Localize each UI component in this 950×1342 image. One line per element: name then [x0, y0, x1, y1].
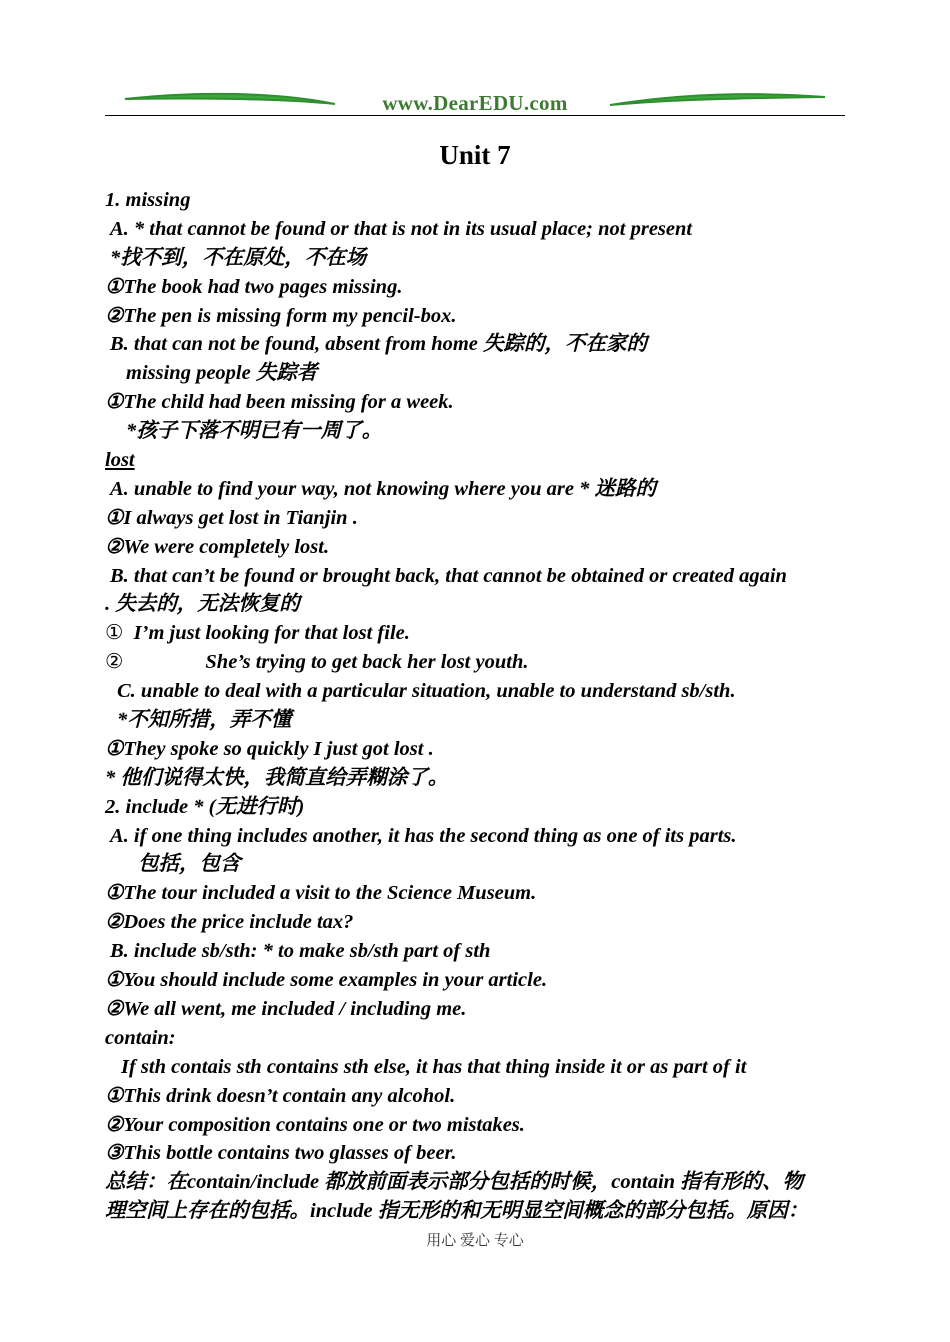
text-line: ②We were completely lost. [105, 535, 330, 558]
text-line: *孩子下落不明已有一周了。 [126, 420, 383, 443]
text-line: A. * that cannot be found or that is not in its usual place; not present [110, 217, 693, 240]
text-line: ③This bottle contains two glasses of beer. [105, 1142, 457, 1165]
header-rule [105, 115, 845, 116]
text-line: * 他们说得太快，我简直给弄糊涂了。 [105, 766, 449, 789]
text-line: . 失去的，无法恢复的 [105, 593, 300, 616]
text-line: If sth contais sth contains sth else, it has that thing inside it or as part of it [121, 1055, 747, 1078]
text-line: 2. include * (无进行时) [105, 795, 305, 818]
text-line: ②Does the price include tax? [105, 911, 354, 934]
text-line: C. unable to deal with a particular situation, unable to understand sb/sth. [117, 680, 736, 703]
text-line: 1. missing [105, 189, 191, 211]
text-line [105, 648, 850, 677]
text-line: 总结：在contain/include 都放前面表示部分包括的时候，contain 指有形的、物 [105, 1171, 804, 1194]
text-line-content: I’m just looking for that lost file. [133, 622, 410, 645]
text-line: 包括，包含 [138, 853, 241, 876]
page-title: Unit 7 [439, 140, 511, 170]
text-line: ①The child had been missing for a week. [105, 391, 454, 414]
list-number: ② [105, 651, 124, 674]
text-line: missing people 失踪者 [126, 362, 318, 385]
text-line: B. include sb/sth: * to make sb/sth part of sth [110, 940, 491, 963]
text-line: ②The pen is missing form my pencil-box. [105, 304, 457, 327]
text-line: A. unable to find your way, not knowing where you are * 迷路的 [110, 477, 656, 500]
document-body [105, 186, 850, 1226]
text-line: ①You should include some examples in your article. [105, 969, 548, 992]
text-line: *找不到，不在原处，不在场 [110, 246, 367, 269]
text-line: A. if one thing includes another, it has the second thing as one of its parts. [110, 824, 737, 847]
text-line: 理空间上存在的包括。include 指无形的和无明显空间概念的部分包括。原因： [105, 1200, 809, 1223]
text-line: ①They spoke so quickly I just got lost . [105, 737, 434, 760]
text-line: contain: [105, 1026, 176, 1049]
site-logo-text: www.DearEDU.com [382, 91, 568, 115]
text-line: ①I always get lost in Tianjin . [105, 506, 358, 529]
text-line: ①The tour included a visit to the Science Museum. [105, 882, 537, 905]
text-line-content: She’s trying to get back her lost youth. [205, 651, 529, 674]
text-line [105, 619, 850, 648]
text-line: ①This drink doesn’t contain any alcohol. [105, 1084, 456, 1107]
text-line: ①The book had two pages missing. [105, 275, 403, 298]
text-line: ②Your composition contains one or two mistakes. [105, 1113, 525, 1136]
text-line: *不知所措，弄不懂 [117, 709, 292, 732]
list-number: ① [105, 622, 124, 645]
text-line: ②We all went, me included / including me. [105, 997, 467, 1020]
page-footer: 用心 爱心 专心 [426, 1233, 524, 1249]
text-line: B. that can’t be found or brought back, that cannot be obtained or created again [110, 564, 787, 587]
text-line: lost [105, 449, 135, 472]
text-line: B. that can not be found, absent from home 失踪的，不在家的 [110, 333, 648, 356]
